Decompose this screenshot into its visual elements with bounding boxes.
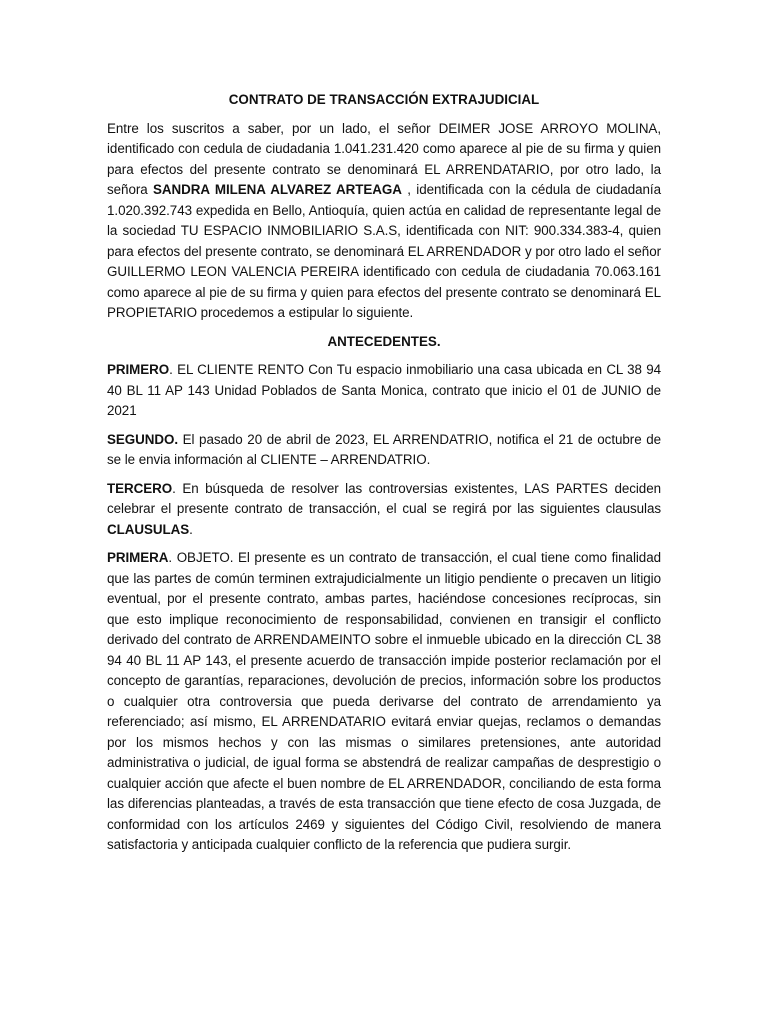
primera-text: . OBJETO. El presente es un contrato de transacción, el cual tiene como finalidad que las partes de común terminen extrajudicialmente un litigio pendiente o precaven un litigio eventual, por el presente contrato, ambas partes, haciéndose concesiones recíprocas, sin que esto implique reconocimiento de responsabilidad, convienen en transigir el conflicto derivado del contrato de ARRENDAMEINTO sobre el inmueble ubicado en la dirección CL 38 94 40 BL 11 AP 143, el presente acuerdo de transacción impide posterior reclamación por el concepto de garantías, reparaciones, devolución de precios, información sobre los productos o cualquier otra controversia que pueda derivarse del contrato de arrendamiento ya referenciado; así mismo, EL ARRENDATARIO evitará enviar quejas, reclamos o demandas por los mismos hechos y con las mismas o similares pretensiones, ante autoridad administrativa o judicial, de igual forma se abstendrá de realizar campañas de desprestigio o cualquier acción que afecte el buen nombre de EL ARRENDADOR, conciliando de esta forma las diferencias planteadas, a través de esta transacción que tiene efecto de cosa Juzgada, de conformidad con los artículos 2469 y siguientes del Código Civil, resolviendo de manera satisfactoria y anticipada cualquier conflicto de la referencia que pudiera surgir. <box>107 550 661 852</box>
segundo-paragraph <box>107 430 661 471</box>
primera-paragraph <box>107 548 661 856</box>
intro-text-part-1: Entre los suscritos a saber, por un lado, el señor DEIMER JOSE ARROYO MOLINA, identificado con cedula de ciudadania 1.041.231.420 como aparece al pie de su firma y quien para efectos del presente contrato se denominará EL ARRENDATARIO, por otro lado, la señora <box>107 120 661 197</box>
primero-paragraph <box>107 360 661 422</box>
tercero-label: TERCERO <box>107 480 173 496</box>
tercero-paragraph <box>107 479 661 541</box>
primero-label: PRIMERO <box>107 362 170 377</box>
document-page <box>107 90 661 864</box>
antecedentes-heading: ANTECEDENTES. <box>327 333 441 349</box>
tercero-tail: . <box>189 521 193 537</box>
representative-name: SANDRA MILENA ALVAREZ ARTEAGA <box>153 182 402 197</box>
primero-text: . EL CLIENTE RENTO Con Tu espacio inmobiliario una casa ubicada en CL 38 94 40 BL 11 AP 143 Unidad Poblados de Santa Monica, contrato que inicio el 01 de JUNIO de 2021 <box>107 362 661 418</box>
segundo-label: SEGUNDO. <box>107 431 179 447</box>
clausulas-label: CLAUSULAS <box>107 521 190 537</box>
tercero-text: . En búsqueda de resolver las controversias existentes, LAS PARTES deciden celebrar el presente contrato de transacción, el cual se regirá por las siguientes clausulas <box>107 480 661 516</box>
intro-text-part-2: , identificada con la cédula de ciudadanía 1.020.392.743 expedida en Bello, Antioquía, quien actúa en calidad de representante legal de la sociedad TU ESPACIO INMOBILIARIO S.A.S, identificada con NIT: 900.334.383-4, quien para efectos del presente contrato, se denominará EL ARRENDADOR y por otro lado el señor GUILLERMO LEON VALENCIA PEREIRA identificado con cedula de ciudadania 70.063.161 como aparece al pie de su firma y quien para efectos del presente contrato se denominará EL PROPIETARIO procedemos a estipular lo siguiente. <box>107 182 661 320</box>
document-title: CONTRATO DE TRANSACCIÓN EXTRAJUDICIAL <box>228 92 540 107</box>
segundo-text: El pasado 20 de abril de 2023, EL ARRENDATRIO, notifica el 21 de octubre de se le envia información al CLIENTE – ARRENDATRIO. <box>107 431 661 467</box>
primera-label: PRIMERA <box>107 550 169 565</box>
intro-paragraph <box>107 119 661 324</box>
